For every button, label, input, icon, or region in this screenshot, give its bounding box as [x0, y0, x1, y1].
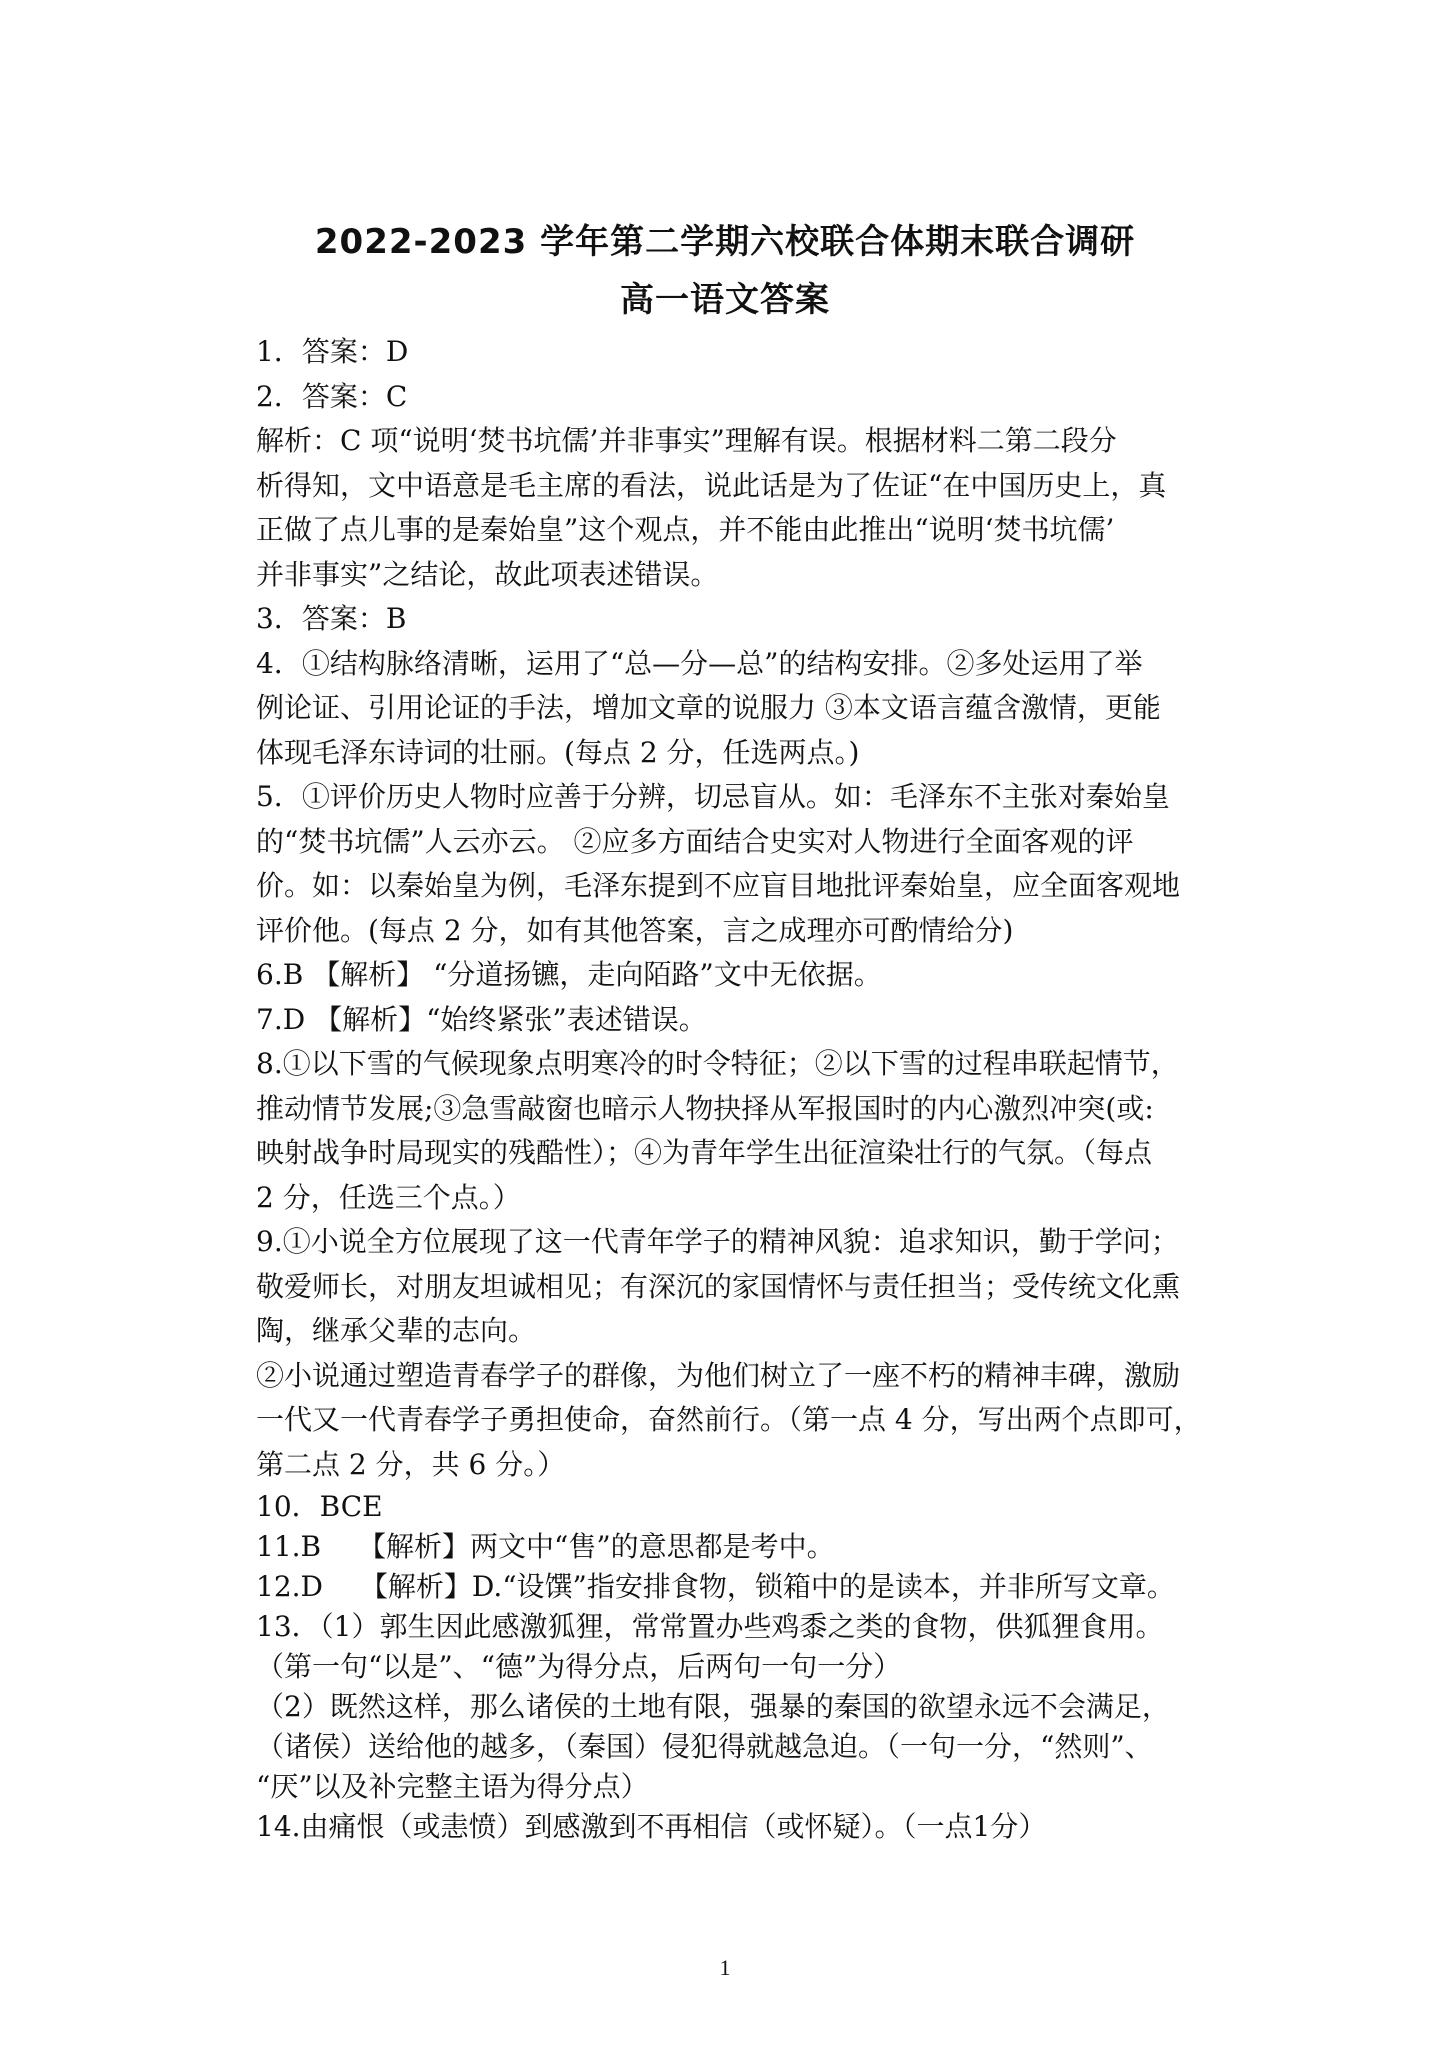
answer-line: 13．（1）郭生因此感激狐狸，常常置办些鸡黍之类的食物，供狐狸食用。 — [256, 1610, 1164, 1643]
answer-line: 2．答案：C — [256, 379, 408, 413]
answer-line: 正做了点儿事的是秦始皇”这个观点，并不能由此推出“说明‘焚书坑儒’ — [256, 513, 1115, 546]
answer-line: （第一句“以是”、“德”为得分点，后两句一句一分） — [256, 1650, 902, 1683]
answer-line: 价。如：以秦始皇为例，毛泽东提到不应盲目地批评秦始皇，应全面客观地 — [256, 869, 1181, 902]
answer-line: 并非事实”之结论，故此项表述错误。 — [256, 557, 719, 591]
answer-line: “厌”以及补完整主语为得分点） — [256, 1770, 649, 1803]
answer-line: 12.D 【解析】D.“设馔”指安排食物，锁箱中的是读本，并非所写文章。 — [256, 1570, 1175, 1603]
answer-line: 评价他。(每点 2 分，如有其他答案，言之成理亦可酌情给分) — [256, 913, 1014, 947]
answer-body — [256, 330, 1216, 1847]
answer-line: 11.B 【解析】两文中“售”的意思都是考中。 — [256, 1530, 835, 1563]
answer-line: 6.B 【解析】 “分道扬镳，走向陌路”文中无依据。 — [256, 958, 882, 991]
answer-line: （2）既然这样，那么诸侯的土地有限，强暴的秦国的欲望永远不会满足， — [256, 1690, 1170, 1723]
answer-line: 10．BCE — [256, 1490, 383, 1523]
answer-line: 1．答案：D — [256, 335, 409, 368]
answer-line: 析得知，文中语意是毛主席的看法，说此话是为了佐证“在中国历史上，真 — [256, 468, 1167, 502]
answer-line: 陶，继承父辈的志向。 — [256, 1314, 537, 1347]
answer-line: 体现毛泽东诗词的壮丽。(每点 2 分，任选两点。) — [256, 735, 860, 769]
answer-line: 14.由痛恨（或恚愤）到感激到不再相信（或怀疑）。（一点1分） — [256, 1810, 1047, 1843]
page-number: 1 — [719, 1955, 731, 1980]
answer-line: 一代又一代青春学子勇担使命，奋然前行。（第一点 4 分，写出两个点即可， — [256, 1403, 1202, 1436]
document-title: 2022-2023 学年第二学期六校联合体期末联合调研 — [314, 222, 1136, 262]
answer-line: 敬爱师长，对朋友坦诚相见；有深沉的家国情怀与责任担当；受传统文化熏 — [256, 1269, 1181, 1303]
answer-line: ②小说通过塑造青春学子的群像，为他们树立了一座不朽的精神丰碑，激励 — [256, 1358, 1181, 1392]
answer-line: 8.①以下雪的气候现象点明寒冷的时令特征；②以下雪的过程串联起情节， — [256, 1047, 1179, 1080]
answer-line: 9.①小说全方位展现了这一代青年学子的精神风貌：追求知识，勤于学问； — [256, 1225, 1179, 1258]
document-subtitle: 高一语文答案 — [620, 280, 830, 320]
answer-line: 2 分，任选三个点。） — [256, 1180, 521, 1214]
answer-line: （诸侯）送给他的越多，（秦国）侵犯得就越急迫。（一句一分，“然则”、 — [256, 1730, 1153, 1763]
answer-line: 第二点 2 分，共 6 分。） — [256, 1447, 566, 1481]
answer-line: 推动情节发展;③急雪敲窗也暗示人物抉择从军报国时的内心激烈冲突(或: — [256, 1091, 1154, 1125]
answer-line: 例论证、引用论证的手法，增加文章的说服力 ③本文语言蕴含激情，更能 — [256, 691, 1161, 724]
answer-line: 映射战争时局现实的残酷性）；④为青年学生出征渲染壮行的气氛。（每点 — [256, 1136, 1153, 1169]
answer-line: 4．①结构脉络清晰，运用了“总—分—总”的结构安排。②多处运用了举 — [256, 646, 1143, 680]
answer-line: 的“焚书坑儒”人云亦云。 ②应多方面结合史实对人物进行全面客观的评 — [256, 824, 1134, 858]
answer-line: 5．①评价历史人物时应善于分辨，切忌盲从。如：毛泽东不主张对秦始皇 — [256, 780, 1170, 813]
answer-line: 3．答案：B — [256, 602, 407, 635]
answer-line: 7.D 【解析】“始终紧张”表述错误。 — [256, 1002, 707, 1036]
answer-line: 解析：C 项“说明‘焚书坑儒’并非事实”理解有误。根据材料二第二段分 — [256, 424, 1117, 457]
